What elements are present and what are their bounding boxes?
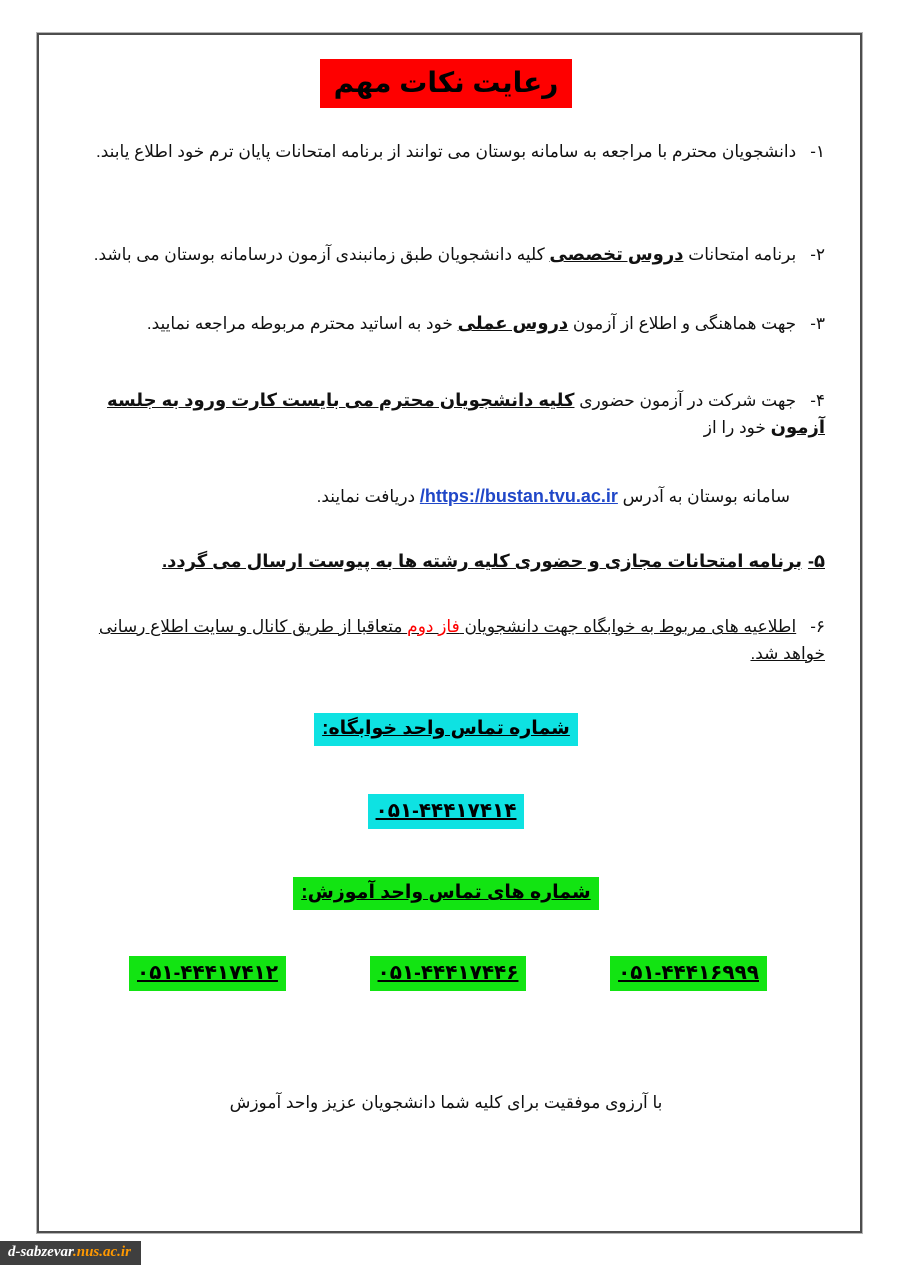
item-2-number: ۲- [810, 245, 825, 264]
closing-message: با آرزوی موفقیت برای کلیه شما دانشجویان عزیز واحد آموزش [229, 1093, 663, 1112]
item-6-text-pre: اطلاعیه های مربوط به خوابگاه جهت دانشجویان [459, 617, 797, 636]
list-item-4-line1 [67, 387, 825, 441]
education-phone-1: ۰۵۱-۴۴۴۱۷۴۱۲ [129, 956, 286, 991]
education-phones-row [67, 956, 825, 991]
education-phone-3: ۰۵۱-۴۴۴۱۶۹۹۹ [610, 956, 767, 991]
document-page [37, 33, 862, 1233]
item-6-phase2-red-text: فاز دوم [407, 617, 460, 636]
item-2-bold-phrase: دروس تخصصی [549, 244, 684, 264]
item-3-number: ۳- [810, 314, 825, 333]
site-watermark [0, 1241, 141, 1265]
bustan-url-link[interactable]: https://bustan.tvu.ac.ir/ [419, 486, 618, 506]
item-6-text-post: متعاقبا از طریق کانال و سایت اطلاع رسانی خواهد شد. [98, 617, 825, 663]
education-contact-label-row [67, 877, 825, 910]
item-1-text: دانشجویان محترم با مراجعه به سامانه بوستان می توانند از برنامه امتحانات پایان ترم خود اطلاع یابند. [96, 142, 797, 161]
item-4-text-post: خود را از [703, 418, 771, 437]
list-item-5 [67, 548, 825, 575]
item-1-number: ۱- [810, 142, 825, 161]
item-3-bold-phrase: دروس عملی [457, 313, 569, 333]
hostel-phone-row [67, 794, 825, 829]
list-item-1 [67, 138, 825, 165]
document-content [39, 35, 860, 1113]
hostel-contact-label: شماره تماس واحد خوابگاه: [314, 713, 578, 746]
education-phone-2: ۰۵۱-۴۴۴۱۷۴۴۶ [370, 956, 527, 991]
watermark-site-name: d-sabzevar [8, 1244, 73, 1260]
item-6-number: ۶- [810, 617, 825, 636]
education-contact-label: شماره های تماس واحد آموزش: [293, 877, 598, 910]
hostel-phone-number: ۰۵۱-۴۴۴۱۷۴۱۴ [368, 794, 525, 829]
title-row [67, 59, 825, 108]
page-title: رعایت نکات مهم [320, 59, 573, 108]
list-item-2 [67, 241, 825, 268]
item-5-text: برنامه امتحانات مجازی و حضوری کلیه رشته ها به پیوست ارسال می گردد. [162, 551, 802, 571]
item-2-text-post: کلیه دانشجویان طبق زمانبندی آزمون درسامانه بوستان می باشد. [93, 245, 550, 264]
item-2-text-pre: برنامه امتحانات [683, 245, 797, 264]
list-item-3 [67, 310, 825, 337]
list-item-4-line2 [67, 483, 825, 510]
item-3-text-post: خود به اساتید محترم مربوطه مراجعه نمایید. [146, 314, 458, 333]
list-item-6 [67, 613, 825, 667]
item-3-text-pre: جهت هماهنگی و اطلاع از آزمون [568, 314, 797, 333]
item-5-number: ۵- [808, 551, 825, 571]
item-4-text-pre: جهت شرکت در آزمون حضوری [574, 391, 797, 410]
item-6-text [99, 617, 825, 663]
item-4-number: ۴- [810, 391, 825, 410]
hostel-contact-label-row [67, 713, 825, 746]
item-4-bold-phrase: کلیه دانشجویان محترم می بایست کارت ورود به جلسه آزمون [107, 390, 825, 437]
item-4-line2-pre: سامانه بوستان به آدرس [617, 487, 790, 506]
item-4-line2-post: دریافت نمایند. [316, 487, 420, 506]
watermark-site-domain: .nus.ac.ir [73, 1244, 131, 1260]
